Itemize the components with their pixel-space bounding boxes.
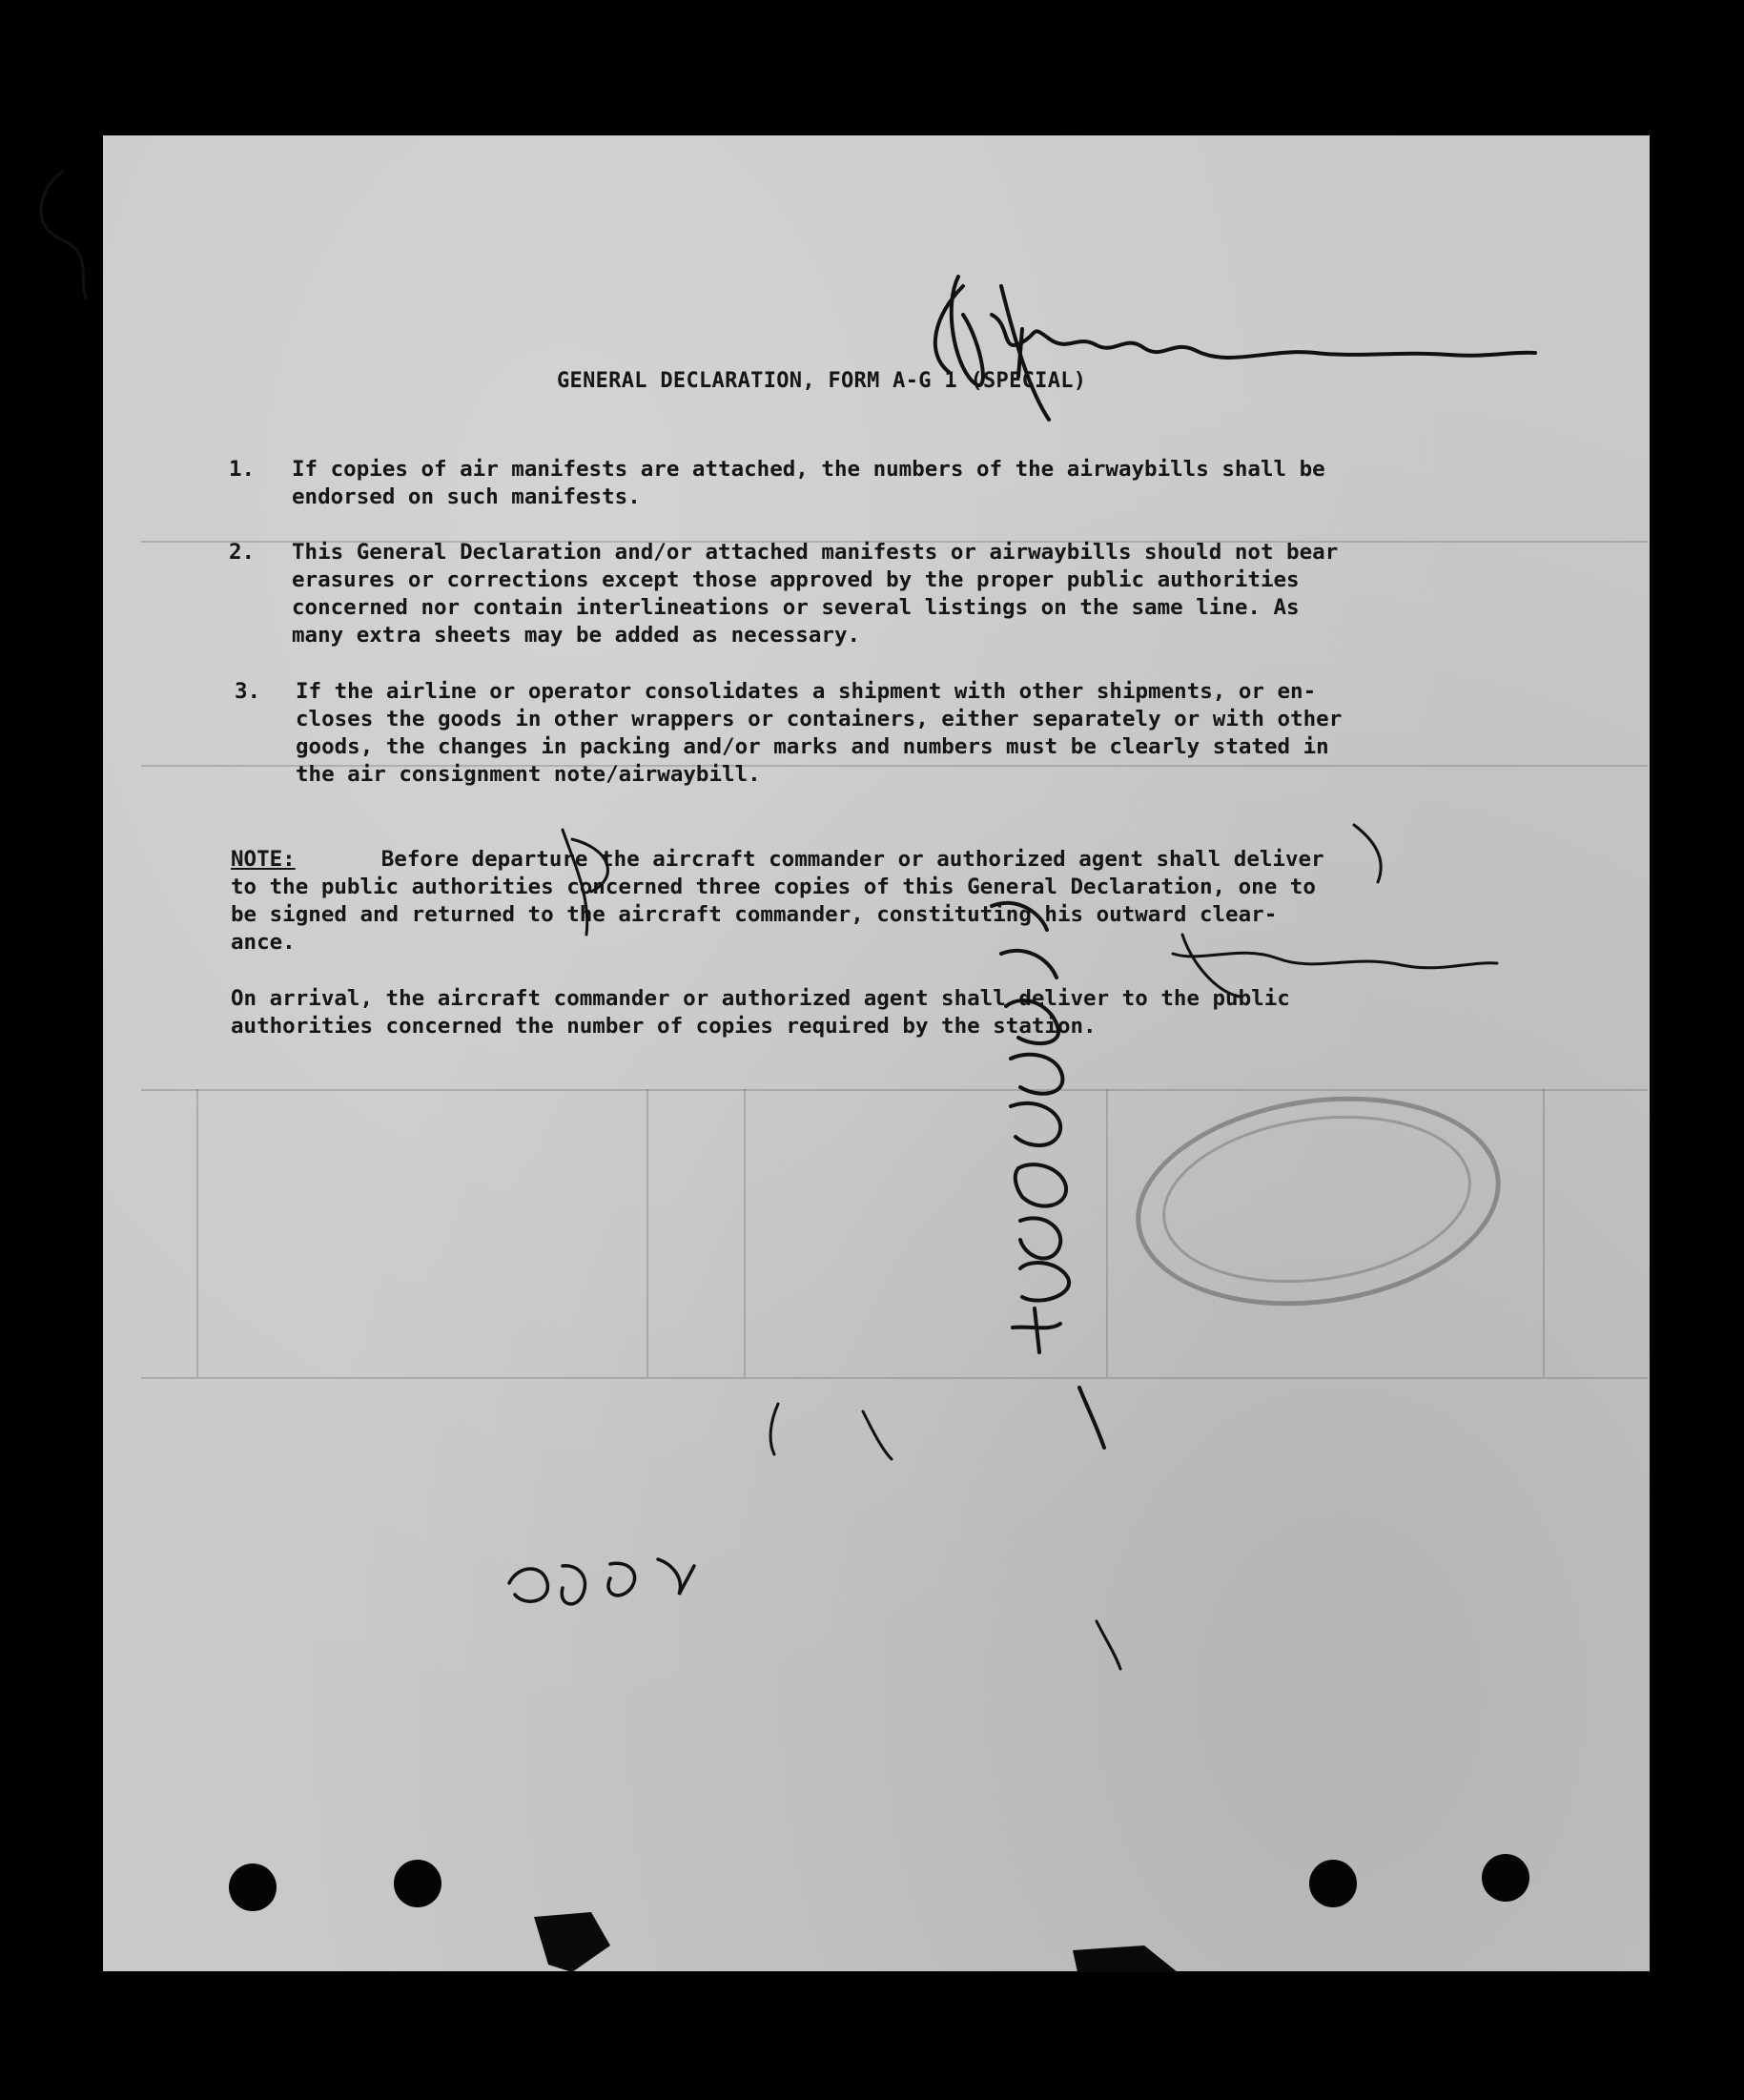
bleed-line	[141, 1377, 1648, 1379]
item-line: endorsed on such manifests.	[292, 484, 641, 509]
item-line: This General Declaration and/or attached manifests or airwaybills should not bear	[292, 540, 1339, 565]
document-page	[103, 135, 1650, 1971]
note-line: to the public authorities concerned three copies of this General Declaration, one to	[231, 875, 1316, 899]
punch-hole	[1309, 1860, 1357, 1907]
item-number: 3.	[235, 679, 261, 704]
item-line: If copies of air manifests are attached, the numbers of the airwaybills shall be	[292, 457, 1325, 482]
item-line: concerned nor contain interlineations or several listings on the same line. As	[292, 595, 1300, 620]
arrival-block	[231, 985, 1621, 1040]
arrival-line: On arrival, the aircraft commander or authorized agent shall deliver to the public	[231, 986, 1290, 1011]
arrival-line: authorities concerned the number of copies required by the station.	[231, 1014, 1097, 1039]
item-line: many extra sheets may be added as necessary.	[292, 623, 861, 648]
punch-hole	[1482, 1854, 1529, 1902]
item-line: erasures or corrections except those approved by the proper public authorities	[292, 567, 1300, 592]
item-line: closes the goods in other wrappers or containers, either separately or with other	[296, 707, 1343, 731]
note-label: NOTE:	[231, 847, 296, 872]
bleed-line	[646, 1089, 648, 1377]
note-line: ance.	[231, 930, 296, 955]
item-number: 1.	[229, 457, 256, 482]
item-number: 2.	[229, 540, 256, 565]
bleed-line	[744, 1089, 746, 1377]
note-block	[231, 846, 1621, 957]
note-first-line	[231, 846, 1621, 874]
note-line: Before departure the aircraft commander or authorized agent shall deliver	[380, 847, 1324, 872]
bleed-line	[1106, 1089, 1108, 1377]
bleed-line	[1543, 1089, 1545, 1377]
bleed-line	[196, 1089, 198, 1377]
item-text	[292, 456, 1619, 511]
item-text	[296, 678, 1621, 789]
item-line: If the airline or operator consolidates a shipment with other shipments, or en-	[296, 679, 1317, 704]
punch-hole	[394, 1860, 441, 1907]
bleed-line	[141, 1089, 1648, 1091]
item-line: the air consignment note/airwaybill.	[296, 762, 761, 787]
item-line: goods, the changes in packing and/or marks and numbers must be clearly stated in	[296, 734, 1329, 759]
item-text	[292, 539, 1619, 649]
note-line: be signed and returned to the aircraft commander, constituting his outward clear-	[231, 902, 1278, 927]
document-title: GENERAL DECLARATION, FORM A-G 1 (SPECIAL)	[557, 369, 1087, 393]
punch-hole	[229, 1863, 277, 1911]
